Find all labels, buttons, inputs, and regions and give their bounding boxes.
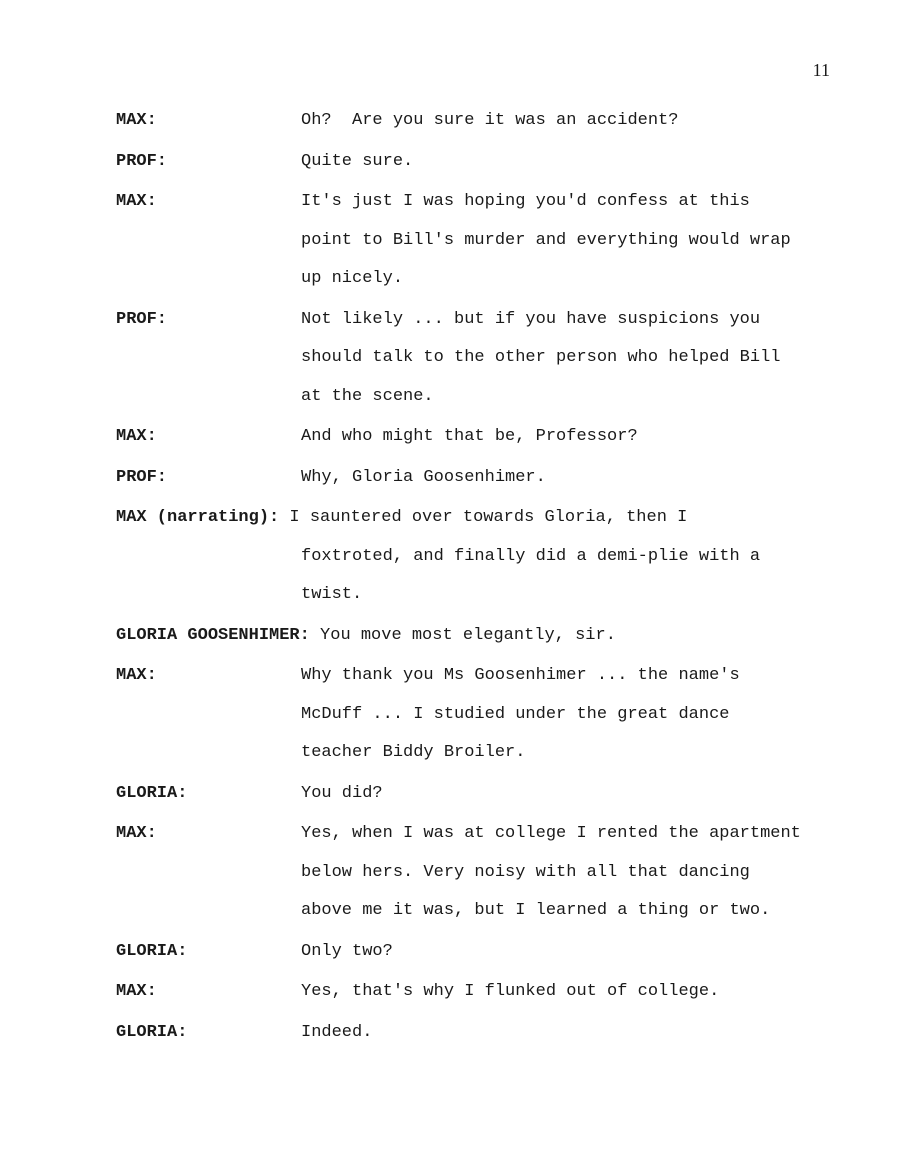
dialogue-block (116, 784, 826, 823)
dialogue-text: Only two? (301, 941, 393, 961)
dialogue-line (116, 387, 826, 426)
dialogue-line (116, 784, 826, 823)
dialogue-line (116, 152, 826, 191)
dialogue-line (116, 982, 826, 1021)
dialogue-block (116, 626, 826, 665)
dialogue-text: It's just I was hoping you'd confess at this (301, 192, 750, 211)
dialogue-text: Why, Gloria Goosenhimer. (301, 467, 546, 487)
dialogue-text: I sauntered over towards Gloria, then I (279, 508, 688, 527)
dialogue-text: twist. (301, 585, 363, 604)
dialogue-text: up nicely. (301, 269, 404, 288)
dialogue-text: point to Bill's murder and everything would wrap (301, 230, 791, 250)
dialogue-text: at the scene. (301, 386, 434, 406)
dialogue-line (116, 743, 826, 782)
dialogue-text: foxtroted, and finally did a demi-plie with a (301, 546, 761, 566)
dialogue-block (116, 468, 826, 507)
dialogue-line (116, 666, 826, 705)
speaker-name: MAX: (116, 824, 157, 843)
dialogue-line (116, 942, 826, 981)
speaker-name: GLORIA: (116, 783, 188, 803)
dialogue-block (116, 310, 826, 426)
dialogue-text: above me it was, but I learned a thing or two. (301, 901, 771, 920)
dialogue-line (116, 231, 826, 270)
dialogue-line (116, 310, 826, 349)
dialogue-block (116, 508, 826, 624)
speaker-name: MAX (narrating): (116, 508, 280, 527)
dialogue-text: And who might that be, Professor? (301, 427, 638, 446)
dialogue-text: You did? (301, 783, 383, 803)
dialogue-block (116, 942, 826, 981)
dialogue-text: Yes, when I was at college I rented the apartment (301, 824, 801, 843)
dialogue-block (116, 192, 826, 308)
speaker-name: MAX: (116, 427, 157, 446)
dialogue-text: below hers. Very noisy with all that dancing (301, 862, 750, 882)
speaker-name: MAX: (116, 192, 157, 211)
dialogue-text: Not likely ... but if you have suspicions you (301, 309, 761, 329)
dialogue-text: McDuff ... I studied under the great dance (301, 704, 730, 724)
dialogue-block (116, 111, 826, 150)
dialogue-line (116, 626, 826, 665)
speaker-name: MAX: (116, 666, 157, 685)
dialogue-line (116, 508, 826, 547)
dialogue-block (116, 666, 826, 782)
speaker-name: MAX: (116, 982, 157, 1001)
dialogue-line (116, 269, 826, 308)
dialogue-block (116, 1023, 826, 1062)
dialogue-line (116, 1023, 826, 1062)
dialogue-line (116, 705, 826, 744)
dialogue-text: Why thank you Ms Goosenhimer ... the name's (301, 666, 740, 685)
dialogue-text: teacher Biddy Broiler. (301, 743, 526, 762)
dialogue-line (116, 111, 826, 150)
speaker-name: MAX: (116, 111, 157, 130)
dialogue-block (116, 982, 826, 1021)
dialogue-text: Yes, that's why I flunked out of college. (301, 982, 720, 1001)
dialogue-text: Indeed. (301, 1022, 373, 1042)
speaker-name: GLORIA: (116, 1022, 188, 1042)
speaker-name: PROF: (116, 151, 168, 171)
speaker-name: PROF: (116, 309, 168, 329)
dialogue-line (116, 901, 826, 940)
dialogue-line (116, 192, 826, 231)
dialogue-block (116, 427, 826, 466)
speaker-name: PROF: (116, 467, 168, 487)
page-number: 11 (812, 60, 830, 80)
dialogue-line (116, 468, 826, 507)
dialogue-line (116, 863, 826, 902)
speaker-name: GLORIA: (116, 941, 188, 961)
dialogue-text: You move most elegantly, sir. (309, 625, 616, 645)
dialogue-block (116, 824, 826, 940)
dialogue-line (116, 585, 826, 624)
dialogue-text: Oh? Are you sure it was an accident? (301, 111, 679, 130)
dialogue-block (116, 152, 826, 191)
dialogue-line (116, 348, 826, 387)
dialogue-line (116, 547, 826, 586)
dialogue-line (116, 824, 826, 863)
dialogue-text: should talk to the other person who helped Bill (301, 348, 781, 367)
script-body (116, 111, 826, 1063)
dialogue-line (116, 427, 826, 466)
dialogue-text: Quite sure. (301, 151, 414, 171)
speaker-name: GLORIA GOOSENHIMER: (116, 625, 310, 645)
